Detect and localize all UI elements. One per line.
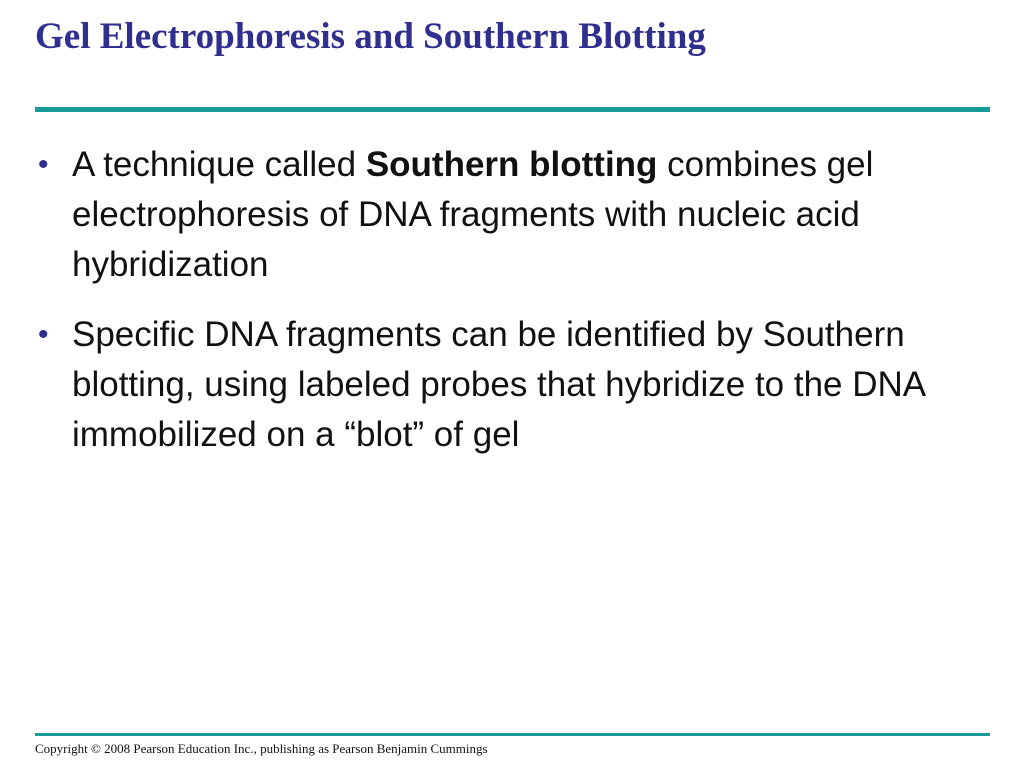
copyright-footer: Copyright © 2008 Pearson Education Inc., publishing as Pearson Benjamin Cummings (35, 741, 488, 756)
bullet-item (36, 310, 976, 460)
footer-divider (35, 733, 990, 736)
bullet-text-bold-term: Southern blotting (365, 145, 658, 184)
bullet-item (36, 140, 976, 290)
bullet-text (72, 145, 873, 284)
bullet-text-lead: A technique called (72, 145, 366, 184)
bullet-dot-icon: • (38, 148, 49, 181)
bullet-list (36, 140, 976, 460)
slide-title: Gel Electrophoresis and Southern Blotting (35, 16, 706, 57)
bullet-dot-icon: • (38, 318, 49, 351)
bullet-text: Specific DNA fragments can be identified by Southern blotting, using labeled probes that hybridize to the DNA immobilized on a “blot” of gel (72, 315, 925, 454)
bullet-text-rest: combines gel electrophoresis of DNA fragments with nucleic acid hybridization (72, 145, 874, 284)
title-divider (35, 107, 990, 112)
